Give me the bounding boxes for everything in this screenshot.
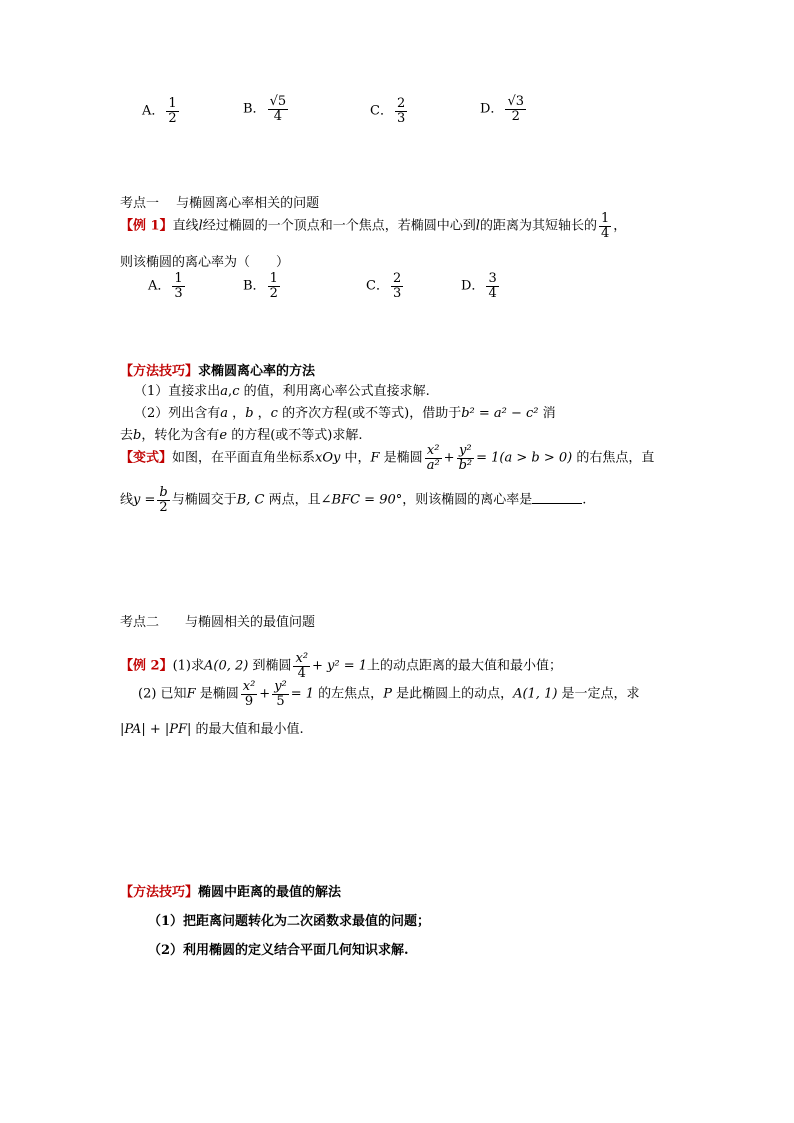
method1-item1: （1）直接求出a,c 的值，利用离心率公式直接求解. (134, 384, 430, 399)
answer-blank (532, 503, 582, 504)
example2-part2: (2) 已知F 是椭圆 $\frac{\text{x²}}{9}$ + $\frac{\text{y²}}{5}$ = 1 的左焦点，P 是此椭圆上的动点，A(1, 1) 是一定点，求 (138, 679, 640, 709)
example1-option-d: D． $\frac{3}{4}$ (461, 271, 497, 301)
kaodian1-heading: 考点一 与椭圆离心率相关的问题 (120, 196, 320, 211)
top-option-d: D． $\frac{√3}{2}$ (480, 94, 524, 124)
method2-item1: （1）把距离问题转化为二次函数求最值的问题； (148, 914, 431, 929)
example1-option-a: A． $\frac{1}{3}$ (148, 271, 183, 301)
example1-line2: 则该椭圆的离心率为（ ） (120, 255, 290, 270)
example1-option-c: C． $\frac{2}{3}$ (366, 271, 402, 301)
variant-line1: 【变式】如图，在平面直角坐标系xOy 中，F 是椭圆 $\frac{\text{x²}}{\text{a²}}$ + $\frac{\text{y²}}{\text{b²}}$ = 1(a > b > 0) 的右焦点，直 (120, 443, 655, 473)
kaodian2-heading: 考点二 与椭圆相关的最值问题 (120, 615, 316, 630)
example1-line1: 【例 1】直线l经过椭圆的一个顶点和一个焦点，若椭圆中心到l的距离为其短轴长的 $\frac{1}{4}$ ， (120, 211, 627, 241)
method1-item2-cont: 去b，转化为含有e 的方程(或不等式)求解. (120, 428, 363, 443)
top-option-a: A． $\frac{1}{2}$ (142, 96, 177, 126)
example2-part2-cont: |PA| + |PF| 的最大值和最小值. (120, 722, 304, 737)
top-option-c: C． $\frac{2}{3}$ (370, 96, 406, 126)
example2-part1: 【例 2】(1)求A(0, 2) 到椭圆 $\frac{\text{x²}}{4}$ + y² = 1上的动点距离的最大值和最小值； (120, 651, 563, 681)
method1-item2: （2）列出含有a ，b ，c 的齐次方程(或不等式)，借助于b² = a² − c² 消 (134, 406, 556, 421)
method1-heading: 【方法技巧】求椭圆离心率的方法 (120, 364, 316, 379)
method2-heading: 【方法技巧】椭圆中距离的最值的解法 (120, 885, 342, 900)
top-option-b: B． $\frac{√5}{4}$ (243, 94, 287, 124)
example1-option-b: B． $\frac{1}{2}$ (243, 271, 278, 301)
method2-item2: （2）利用椭圆的定义结合平面几何知识求解. (148, 943, 409, 958)
variant-line2: 线y = $\frac{b}{2}$ 与椭圆交于B, C 两点，且∠BFC = 90°，则该椭圆的离心率是 . (120, 485, 587, 515)
